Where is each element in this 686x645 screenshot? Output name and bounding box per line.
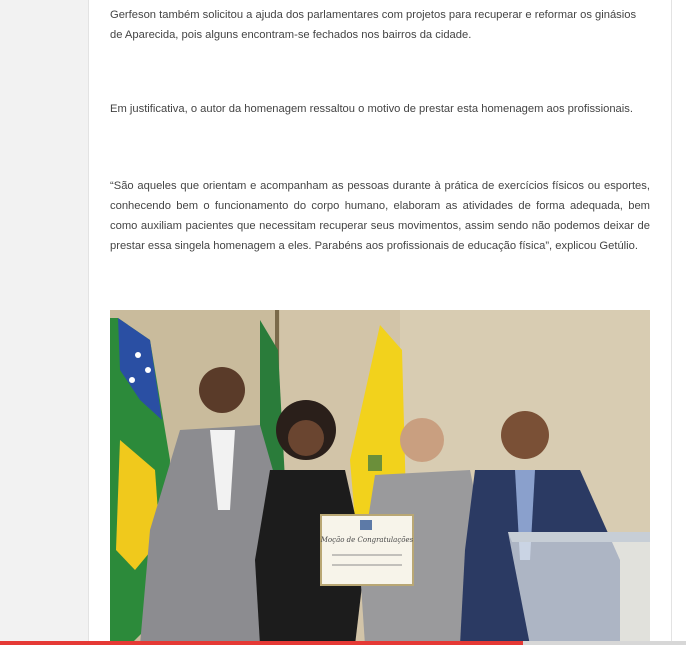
certificate-title: Moção de Congratulações [320, 536, 414, 544]
right-divider [671, 0, 672, 645]
scroll-progress-bar [0, 641, 523, 645]
photo-illustration [110, 310, 650, 645]
article-paragraph: Gerfeson também solicitou a ajuda dos parlamentares com projetos para recuperar e reformar os ginásios de Aparecida, pois alguns encontram-se fechados nos bairros da cidade. [110, 9, 637, 41]
left-gutter [0, 0, 89, 645]
article-paragraph: “São aqueles que orientam e acompanham as pessoas durante à prática de exercícios físicos ou esportes, conhecendo bem o funcionamento do corpo humano, elaboram as atividades de forma adequada, bem como auxiliam pacientes que necessitam recuperar seus movimentos, assim sendo não podemos deixar de prestar essa singela homenagem a eles. Parabéns aos profissionais de educação física”, explicou Getúlio. [110, 180, 650, 252]
article-photo[interactable] [110, 310, 650, 645]
article-paragraph: Em justificativa, o autor da homenagem ressaltou o motivo de prestar esta homenagem aos profissionais. [110, 103, 633, 115]
